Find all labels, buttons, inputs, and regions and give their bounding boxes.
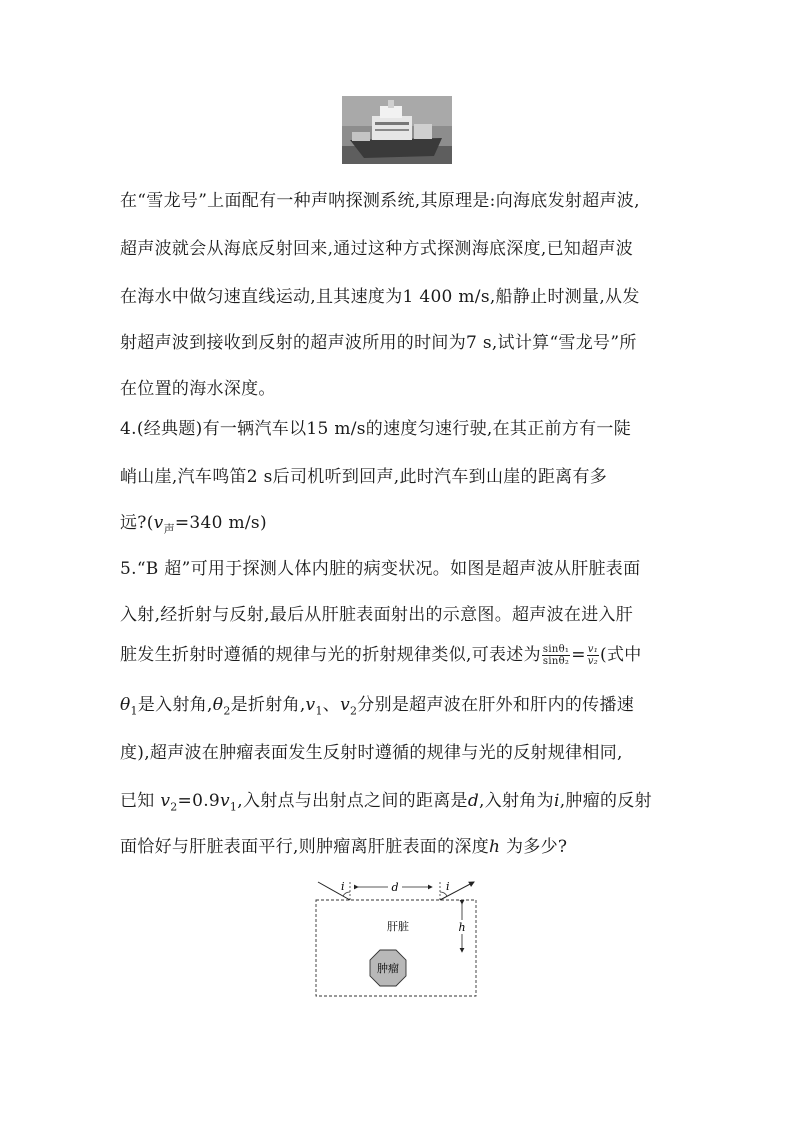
question-5-line: $\theta_1$是入射角$,\theta_2$是折射角$,v_1$、$v_2$分别是超声波在肝外和肝内的传播速 — [120, 695, 635, 718]
question-5-line: 面恰好与肝脏表面平行,则肿瘤离肝脏表面的深度h 为多少? — [120, 837, 568, 857]
paragraph-line: 在海水中做匀速直线运动,且其速度为1 400 m/s,船静止时测量,从发 — [120, 287, 640, 307]
ship-photo — [342, 96, 452, 164]
speed-ratio-fraction: $\frac{\text{v₁}}{\text{v₂}}$ — [587, 644, 599, 667]
sine-ratio-fraction: $\frac{\text{sinθ₁}}{\text{sinθ₂}}$ — [542, 644, 570, 667]
depth-label: h — [458, 921, 466, 934]
distance-label: d — [391, 881, 399, 894]
question-5-line: 度),超声波在肿瘤表面发生反射时遵循的规律与光的反射规律相同, — [120, 743, 623, 763]
paragraph-line: 在“雪龙号”上面配有一种声呐探测系统,其原理是:向海底发射超声波, — [120, 191, 640, 211]
question-5-line: 入射,经折射与反射,最后从肝脏表面射出的示意图。超声波在进入肝 — [120, 605, 634, 625]
paragraph-line: 射超声波到接收到反射的超声波所用的时间为7 s,试计算“雪龙号”所 — [120, 333, 637, 353]
incident-angle-label: i — [341, 880, 345, 893]
question-4-line: 峭山崖,汽车鸣笛2 s后司机听到回声,此时汽车到山崖的距离有多 — [120, 467, 608, 487]
question-5-line: 5.“B 超”可用于探测人体内脏的病变状况。如图是超声波从肝脏表面 — [120, 559, 641, 579]
question-4-line: 4.(经典题)有一辆汽车以15 m/s的速度匀速行驶,在其正前方有一陡 — [120, 419, 631, 439]
question-5-line: 已知 $v_2=0.9v_1$,入射点与出射点之间的距离是d,入射角为i,肿瘤的反射 — [120, 791, 652, 814]
emergent-angle-label: i — [446, 880, 450, 893]
question-4-line: 远$?(v_声=340$ m/s) — [120, 513, 267, 536]
incident-ray — [318, 882, 350, 900]
liver-label: 肝脏 — [387, 920, 409, 933]
question-5-line: 脏发生折射时遵循的规律与光的折射规律类似,可表述为 $\frac{\text{sinθ₁}}{\text{sinθ₂}}$ = $\frac{\text{v₁}}{\text{v₂}}$ (式中 — [120, 644, 642, 667]
ultrasound-diagram — [310, 876, 482, 1000]
paragraph-line: 超声波就会从海底反射回来,通过这种方式探测海底深度,已知超声波 — [120, 239, 634, 259]
paragraph-line: 在位置的海水深度。 — [120, 379, 276, 399]
tumor-label: 肿瘤 — [377, 962, 399, 975]
